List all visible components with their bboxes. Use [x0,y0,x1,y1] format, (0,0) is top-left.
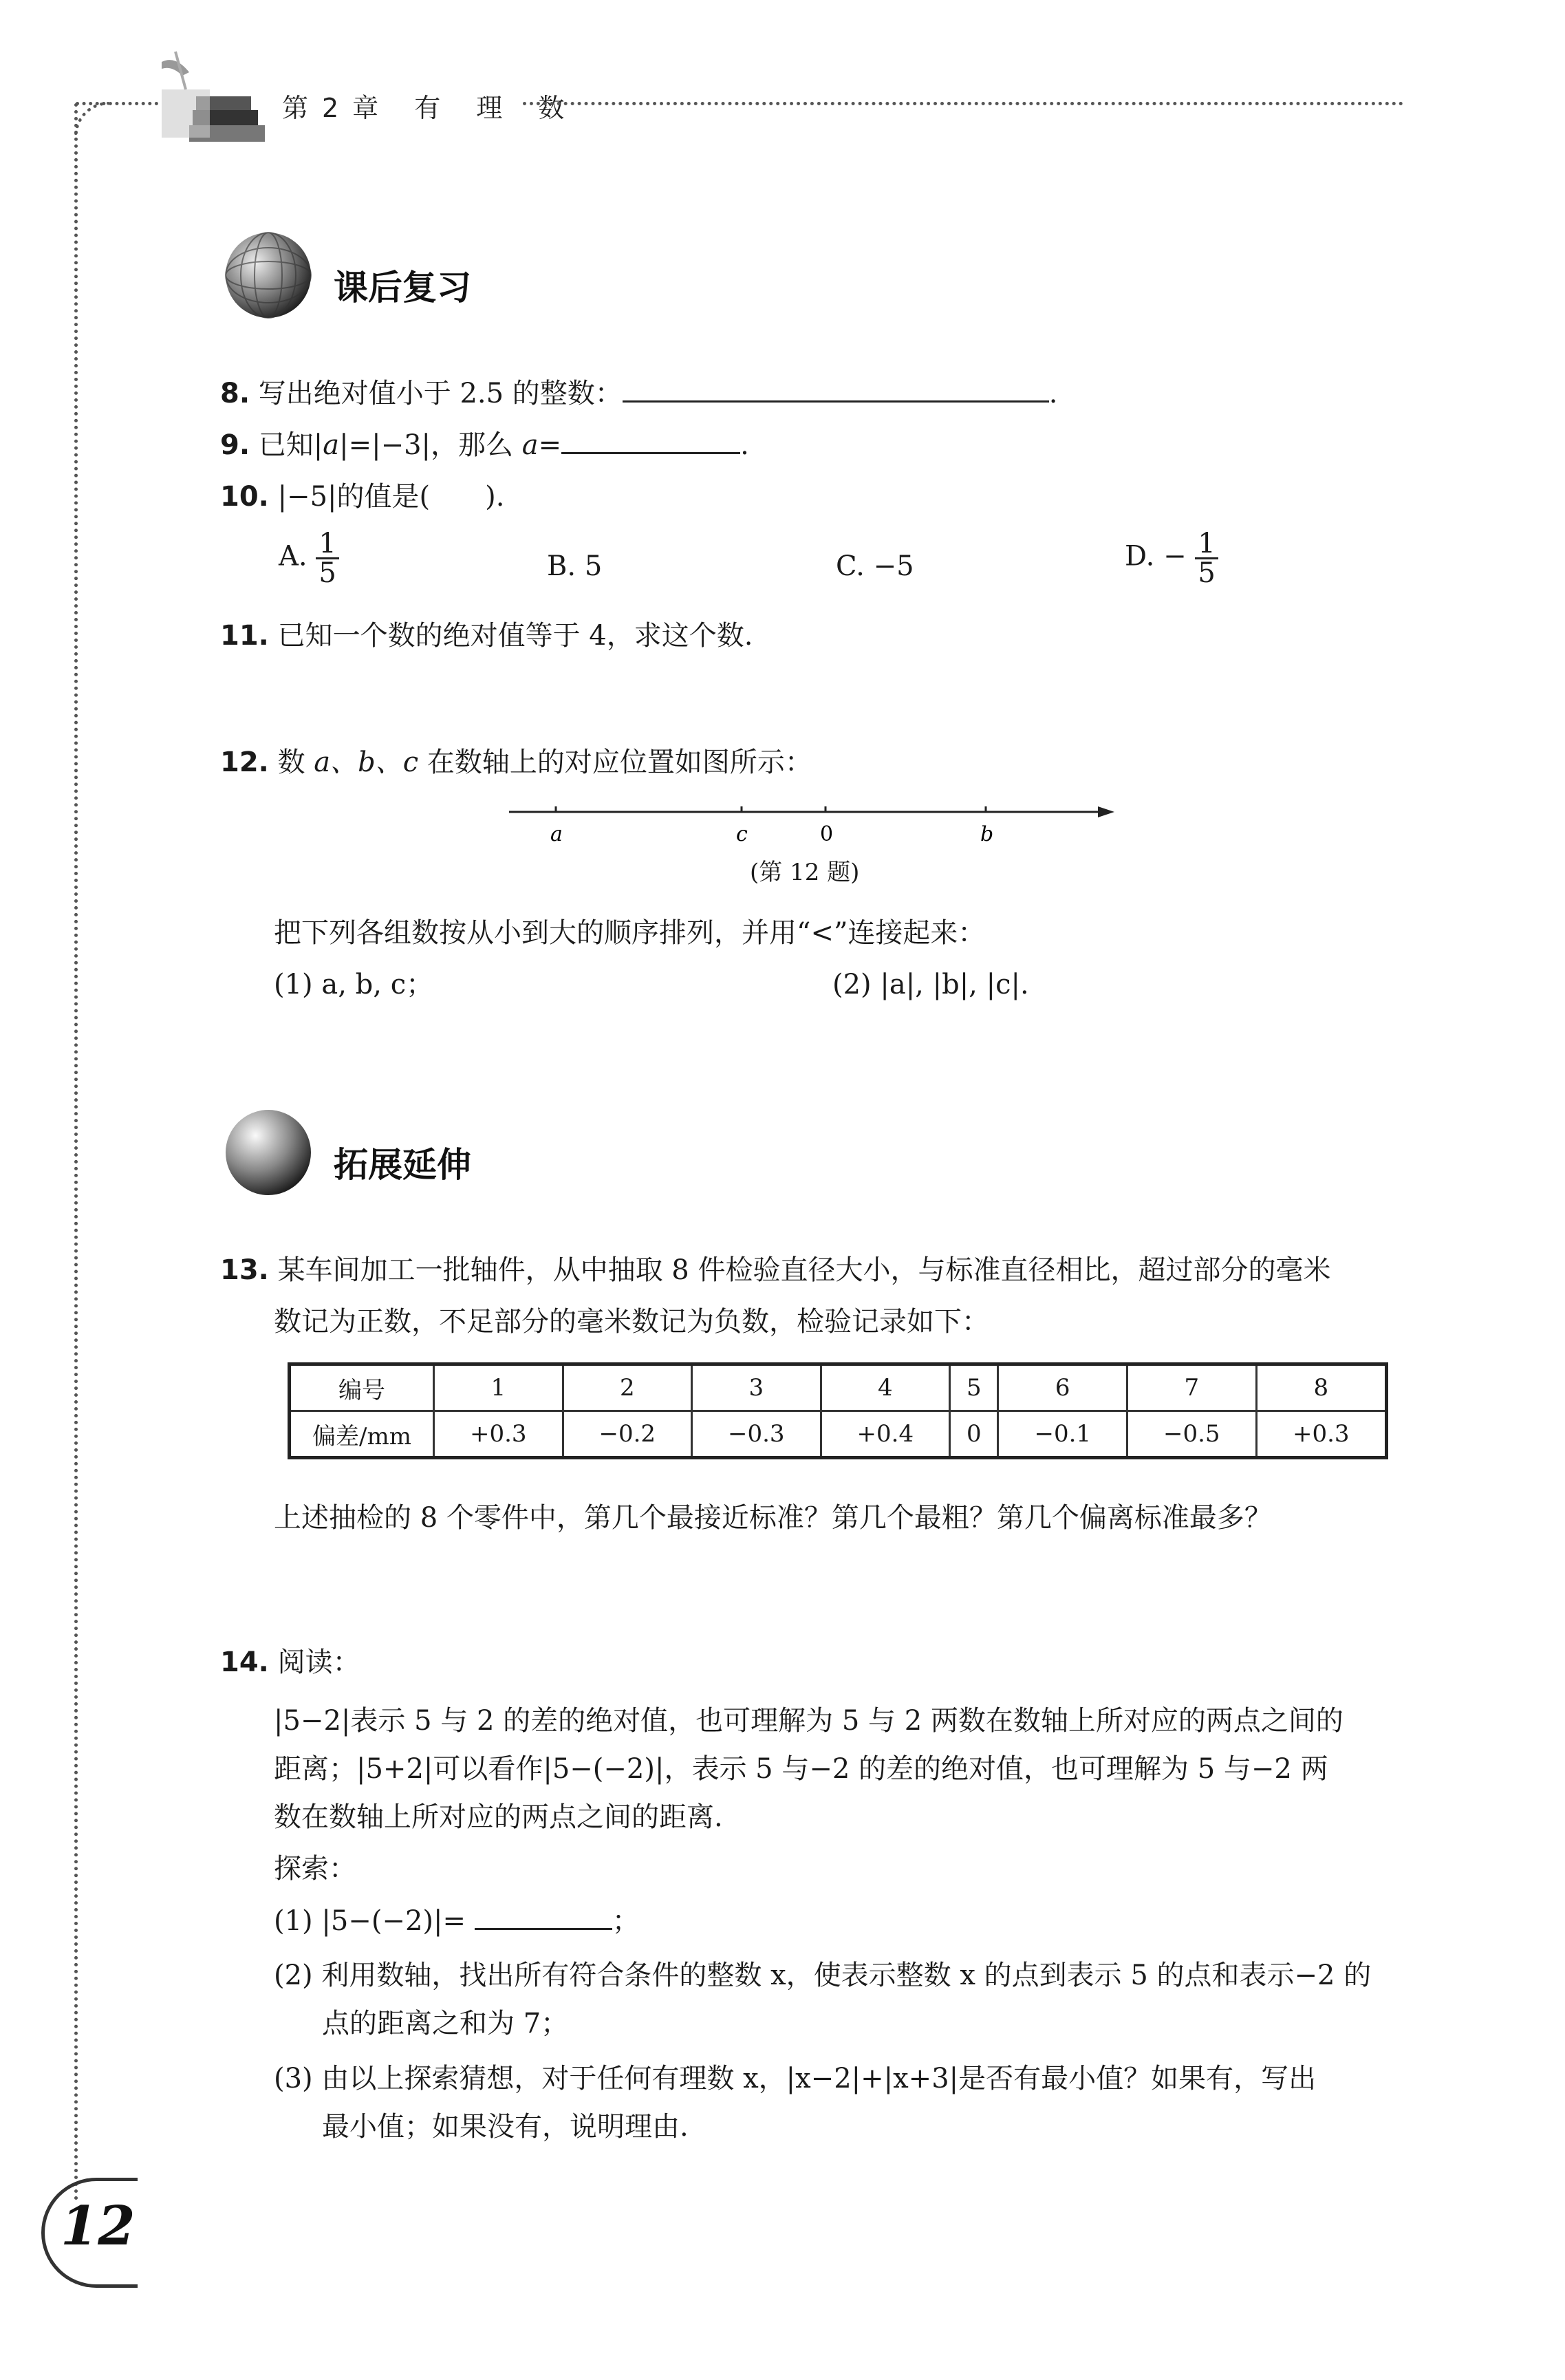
question-14-step3-line2: 最小值；如果没有，说明理由. [322,2111,689,2143]
table-cell: 3 [692,1364,821,1411]
margin-corner [74,102,109,136]
fraction-d: $\frac{1}{5}$ [1195,530,1218,587]
option-d[interactable]: D. − $\frac{1}{5}$ [1125,530,1218,587]
question-8: 8. 写出绝对值小于 2.5 的整数： . [220,375,1058,411]
table-cell: 编号 [290,1364,434,1411]
table-cell: 0 [950,1411,998,1458]
table-cell: 4 [821,1364,950,1411]
table-cell: −0.5 [1127,1411,1257,1458]
question-14-step1: (1) |5−(−2)|= ； [274,1902,640,1939]
axis-label-zero: 0 [820,822,834,846]
section-review [220,227,633,330]
table-cell: 7 [1127,1364,1257,1411]
question-12-part2: (2) |a|, |b|, |c|. [832,969,1029,1000]
page-number: 12 [61,2195,136,2258]
margin-rule [74,103,78,2202]
chapter-title: 第2章 有 理 数 [282,93,579,123]
sphere-icon [220,1104,316,1201]
question-14-para3: 数在数轴上所对应的两点之间的距离. [274,1801,723,1833]
question-9: 9. 已知|a|=|−3|，那么 a= . [220,427,749,463]
figure-caption: (第 12 题) [750,859,860,886]
question-12: 12. 数 a、b、c 在数轴上的对应位置如图所示： [220,747,812,778]
table-cell: 偏差/mm [290,1411,434,1458]
table-cell: +0.4 [821,1411,950,1458]
axis-label-a: a [550,822,563,846]
axis-label-c: c [736,822,748,846]
table-cell: 6 [998,1364,1127,1411]
section-title-review: 课后复习 [334,268,471,308]
table-cell: −0.3 [692,1411,821,1458]
answer-blank-8[interactable] [623,375,1049,403]
table-cell: 1 [434,1364,563,1411]
answer-blank-14-1[interactable] [475,1902,612,1930]
globe-icon [220,227,316,323]
header-rule-left [76,102,158,105]
answer-blank-9[interactable] [561,427,740,454]
question-10: 10. |−5|的值是( ). [220,481,505,513]
table-cell: −0.2 [563,1411,692,1458]
table-row-deviation [290,1411,1387,1458]
table-cell: +0.3 [434,1411,563,1458]
question-11: 11. 已知一个数的绝对值等于 4，求这个数. [220,620,753,652]
table-cell: +0.3 [1256,1411,1386,1458]
question-12-part1: (1) a, b, c； [274,969,434,1000]
header-books-icon [148,48,272,151]
question-14-step3-line1: (3) 由以上探索猜想，对于任何有理数 x，|x−2|+|x+3|是否有最小值？如果有，写出 [274,2063,1317,2094]
question-14-explore: 探索： [274,1853,356,1885]
question-14-step2-line1: (2) 利用数轴，找出所有符合条件的整数 x，使表示整数 x 的点到表示 5 的点和表示−2 的 [274,1960,1372,1991]
option-c[interactable]: C. −5 [836,550,914,582]
table-cell: 5 [950,1364,998,1411]
question-13-line2: 数记为正数，不足部分的毫米数记为负数，检验记录如下： [274,1306,989,1338]
section-extension [220,1104,633,1208]
table-cell: 2 [563,1364,692,1411]
question-14-para2: 距离；|5+2|可以看作|5−(−2)|，表示 5 与−2 的差的绝对值，也可理解为 5 与−2 两 [274,1753,1328,1785]
option-b[interactable]: B. 5 [547,550,603,582]
axis-label-b: b [980,822,994,846]
header-rule [523,102,1403,105]
question-13: 13. 某车间加工一批轴件，从中抽取 8 件检验直径大小，与标准直径相比，超过部分的毫米 [220,1254,1331,1286]
deviation-table [288,1362,1388,1459]
question-13-question: 上述抽检的 8 个零件中，第几个最接近标准？第几个最粗？第几个偏离标准最多？ [274,1502,1272,1534]
question-14: 14. 阅读： [220,1647,360,1678]
question-14-step2-line2: 点的距离之和为 7； [322,2008,569,2039]
question-12-instruction: 把下列各组数按从小到大的顺序排列，并用“<”连接起来： [274,917,986,949]
section-title-extension: 拓展延伸 [334,1145,471,1185]
fraction-a: $\frac{1}{5}$ [316,530,338,587]
option-a[interactable]: A. $\frac{1}{5}$ [279,530,339,587]
question-14-para1: |5−2|表示 5 与 2 的差的绝对值，也可理解为 5 与 2 两数在数轴上所对应的两点之间的 [274,1705,1343,1737]
table-row-id [290,1364,1387,1411]
table-cell: −0.1 [998,1411,1127,1458]
table-cell: 8 [1256,1364,1386,1411]
